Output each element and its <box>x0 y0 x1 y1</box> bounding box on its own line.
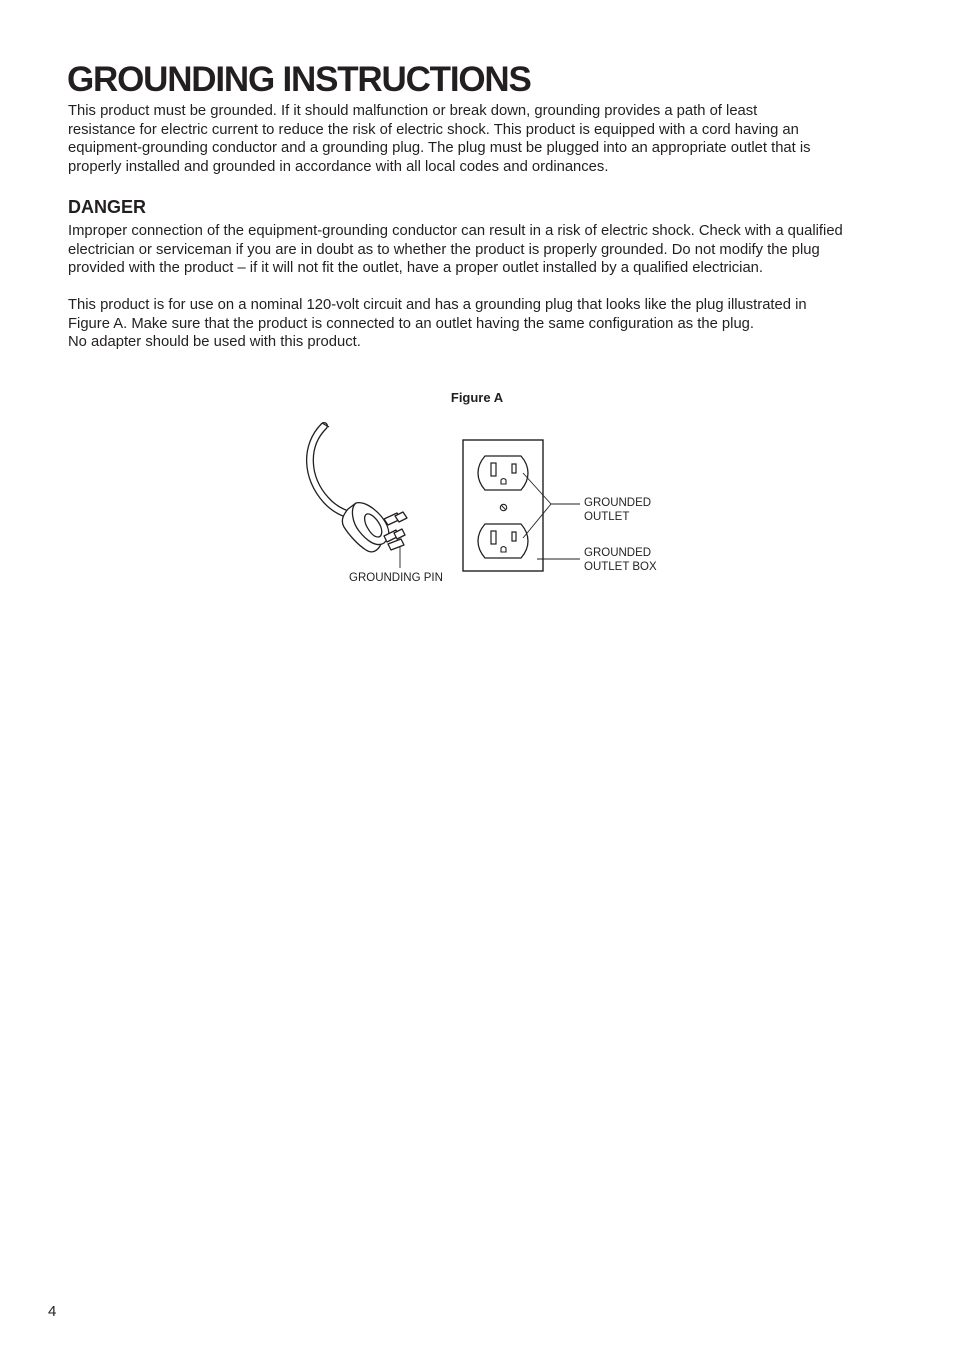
grounding-pin-label: GROUNDING PIN <box>349 572 443 584</box>
grounded-outlet-box-label-line: GROUNDED <box>584 547 652 559</box>
voltage-line: No adapter should be used with this product. <box>68 334 361 351</box>
outlet-box-icon <box>463 440 543 571</box>
danger-line: provided with the product – if it will not fit the outlet, have a proper outlet installed by a qualified electrician. <box>68 260 764 277</box>
figure-caption: Figure A <box>450 390 504 405</box>
grounded-outlet-box-label <box>584 546 657 574</box>
grounded-outlet-box-label-line: OUTLET BOX <box>584 561 657 573</box>
intro-line: equipment-grounding conductor and a grounding plug. The plug must be plugged into an appropriate outlet that is <box>68 140 811 157</box>
voltage-line: This product is for use on a nominal 120-volt circuit and has a grounding plug that looks like the plug illustrated in <box>68 297 807 313</box>
voltage-line: Figure A. Make sure that the product is connected to an outlet having the same configuration as the plug. <box>68 315 755 332</box>
intro-line: This product must be grounded. If it should malfunction or break down, grounding provides a path of least <box>68 103 758 119</box>
grounded-outlet-label-line: OUTLET <box>584 511 630 523</box>
screw-icon <box>500 504 506 510</box>
outlet-receptacle-icon <box>478 456 528 490</box>
danger-heading: DANGER <box>68 197 147 217</box>
intro-paragraph <box>68 102 898 176</box>
danger-paragraph <box>68 222 898 278</box>
power-cord-icon <box>310 423 350 515</box>
outlet-receptacle-icon <box>478 524 528 558</box>
page-title: GROUNDING INSTRUCTIONS <box>67 60 531 99</box>
plug-icon <box>342 503 407 552</box>
intro-line: resistance for electric current to reduce the risk of electric shock. This product is equipped with a cord having an <box>68 121 799 138</box>
grounded-outlet-label-line: GROUNDED <box>584 497 652 509</box>
danger-line: electrician or serviceman if you are in doubt as to whether the product is properly grounded. Do not modify the plug <box>68 241 820 258</box>
grounded-outlet-label <box>584 496 651 524</box>
page-number: 4 <box>48 1303 57 1320</box>
danger-line: Improper connection of the equipment-grounding conductor can result in a risk of electric shock. Check with a qualified <box>68 223 843 239</box>
intro-line: properly installed and grounded in accordance with all local codes and ordinances. <box>68 158 609 175</box>
outlet-leader-lines <box>523 473 580 559</box>
voltage-paragraph <box>68 296 898 352</box>
